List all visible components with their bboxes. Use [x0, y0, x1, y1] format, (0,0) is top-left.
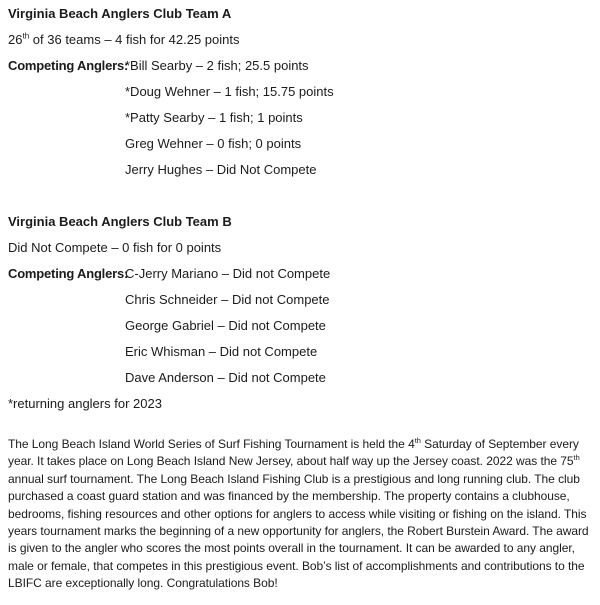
- tournament-description: The Long Beach Island World Series of Surf Fishing Tournament is held the 4th Saturday of September every year. It takes place on Long Beach Island New Jersey, about half way up the Jersey coast. 2022 was the 75th annual surf tournament. The Long Beach Island Fishing Club is a prestigious and long running club. The club purchased a coast guard station and was financed by the membership. The property contains a clubhouse, bedrooms, fishing resources and other options for anglers to access while visiting or fishing on the island. This years tournament marks the beginning of a new opportunity for anglers, the Robert Burstein Award. The award is given to the angler who scores the most points overall in the tournament. It can be awarded to any angler, male or female, that competes in this prestigious event. Bob’s list of accomplishments and contributions to the LBIFC are exceptionally long. Congratulations Bob!: [8, 436, 589, 591]
- team-a-summary: 26th of 36 teams – 4 fish for 42.25 points: [8, 31, 240, 47]
- angler-entry: C-Jerry Mariano – Did not Compete: [125, 266, 331, 281]
- angler-entry: *Bill Searby – 2 fish; 25.5 points: [125, 58, 309, 73]
- competing-anglers-label: Competing Anglers:: [8, 266, 129, 281]
- angler-entry: Greg Wehner – 0 fish; 0 points: [125, 136, 302, 151]
- angler-entry: Eric Whisman – Did not Compete: [125, 344, 318, 359]
- angler-entry: Jerry Hughes – Did Not Compete: [125, 162, 317, 177]
- team-b-angler-list: [125, 261, 330, 391]
- team-a-section: [8, 1, 600, 183]
- team-b-anglers: [8, 261, 600, 391]
- team-b-section: [8, 209, 600, 391]
- angler-entry: *Doug Wehner – 1 fish; 15.75 points: [125, 84, 334, 99]
- competing-anglers-label: Competing Anglers:: [8, 58, 129, 73]
- angler-entry: Dave Anderson – Did not Compete: [125, 370, 326, 385]
- angler-entry: Chris Schneider – Did not Compete: [125, 292, 330, 307]
- team-a-title: Virginia Beach Anglers Club Team A: [8, 6, 232, 21]
- team-b-summary: Did Not Compete – 0 fish for 0 points: [8, 240, 222, 255]
- team-a-angler-list: [125, 53, 334, 183]
- angler-entry: George Gabriel – Did not Compete: [125, 318, 326, 333]
- team-a-anglers: [8, 53, 600, 183]
- returning-anglers-footnote: *returning anglers for 2023: [8, 396, 162, 411]
- angler-entry: *Patty Searby – 1 fish; 1 points: [125, 110, 303, 125]
- team-b-title: Virginia Beach Anglers Club Team B: [8, 214, 232, 229]
